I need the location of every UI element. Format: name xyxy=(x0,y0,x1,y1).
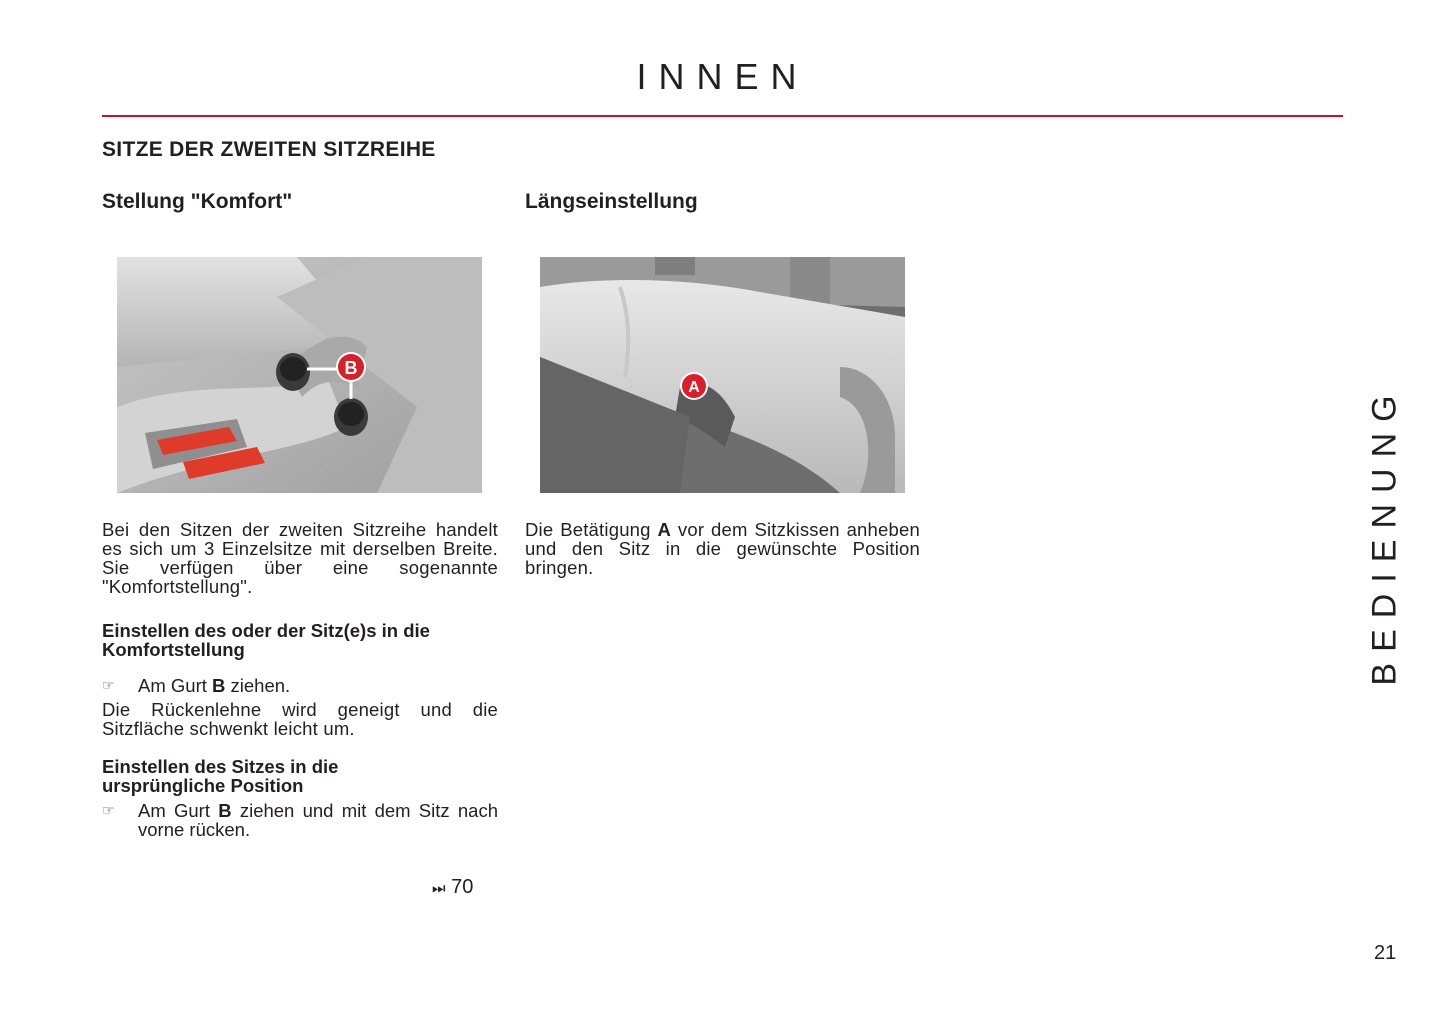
section-heading: SITZE DER ZWEITEN SITZREIHE xyxy=(102,138,436,161)
page-number: 21 xyxy=(1374,942,1397,964)
header-divider xyxy=(102,115,1343,117)
subheading-komfort: Einstellen des oder der Sitz(e)s in die Komfortstellung xyxy=(102,620,430,660)
chapter-side-tab xyxy=(1365,380,1405,690)
page-reference-number: 70 xyxy=(451,876,474,898)
callout-a-label: A xyxy=(688,379,700,396)
page-reference-link[interactable] xyxy=(432,876,473,899)
page-header-title: INNEN xyxy=(636,56,809,97)
longitudinal-adjust-photo xyxy=(540,257,905,493)
fast-forward-icon: ⏭ xyxy=(432,880,446,897)
left-intro-paragraph: Bei den Sitzen der zweiten Sitzreihe handelt es sich um 3 Einzelsitze mit derselben Breite. Sie verfügen über eine sogenannte "Komfortstellung". xyxy=(102,519,498,597)
pointing-hand-icon: ☞ xyxy=(102,677,115,693)
subheading-original-position: Einstellen des Sitzes in die ursprüngliche Position xyxy=(102,756,339,796)
chapter-side-tab-label: BEDIENUNG xyxy=(1365,384,1404,686)
backrest-note: Die Rückenlehne wird geneigt und die Sitzfläche schwenkt leicht um. xyxy=(102,699,498,739)
callout-b-label: B xyxy=(344,358,358,378)
bullet-item-pull-belt: ☞ Am Gurt B ziehen. xyxy=(102,675,291,696)
right-column-heading: Längseinstellung xyxy=(525,190,698,213)
right-paragraph: Die Betätigung A vor dem Sitzkissen anheben und den Sitz in die gewünschte Position bringen. xyxy=(525,519,920,578)
komfort-seat-photo xyxy=(117,257,482,493)
left-column-heading: Stellung "Komfort" xyxy=(102,190,293,213)
pointing-hand-icon: ☞ xyxy=(102,802,115,818)
bullet-item-pull-belt-forward: ☞ Am Gurt B ziehen und mit dem Sitz nach vorne rücken. xyxy=(102,800,499,840)
